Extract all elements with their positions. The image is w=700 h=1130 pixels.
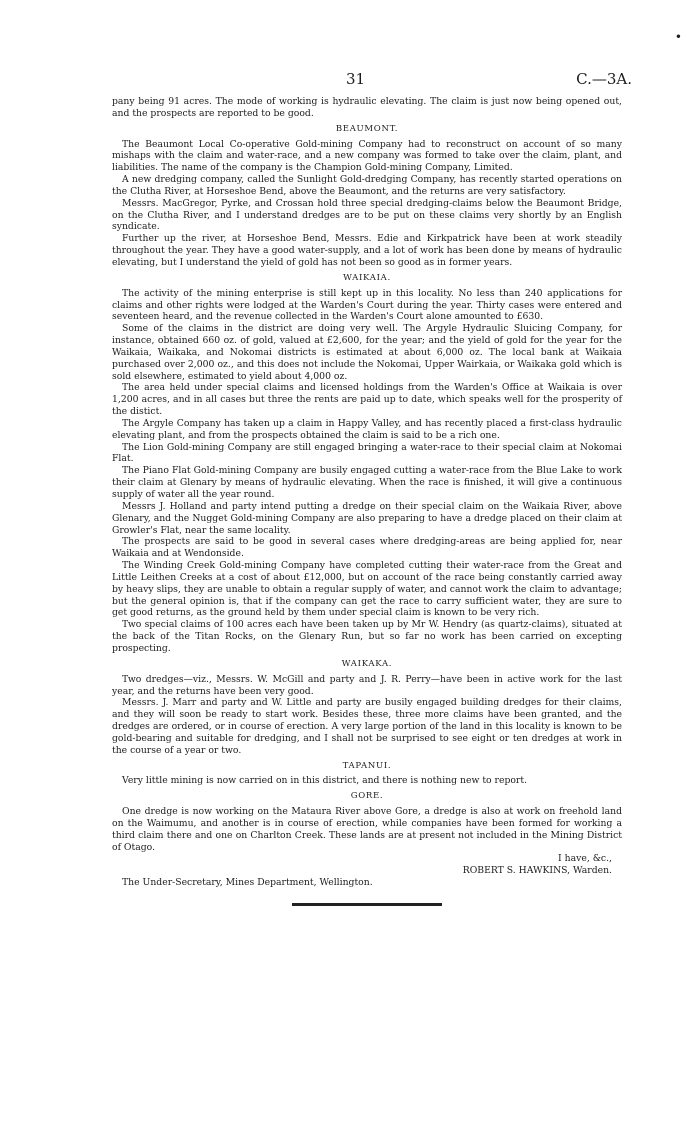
end-rule [292, 903, 442, 906]
paragraph: The Argyle Company has taken up a claim in Happy Valley, and has recently placed a first-class hydraulic elevating plant, and from the prospects obtained the claim is said to be a rich one. [112, 417, 622, 441]
section-tapanui [112, 761, 622, 788]
document-page [112, 0, 682, 906]
paragraph: The Lion Gold-mining Company are still engaged bringing a water-race to their special claim at Nokomai Flat. [112, 441, 622, 465]
document-reference: C.—3A. [576, 70, 632, 88]
paragraph: Some of the claims in the district are doing very well. The Argyle Hydraulic Sluicing Company, for instance, obtained 660 oz. of gold, valued at £2,600, for the year; and the yield of gold for the year for the Waikaia, Waikaka, and Nokomai districts is estimated at about 6,000 oz. The local bank at Waikaia purchased over 2,000 oz., and this does not include the Nokomai, Upper Wairkaia, or Waikaka gold which is sold elsewhere, estimated to yield about 4,000 oz. [112, 323, 622, 382]
section-heading: GORE. [350, 791, 384, 802]
paragraph: The activity of the mining enterprise is still kept up in this locality. No less than 240 applications for claims and other rights were lodged at the Warden's Court during the year. Thirty cases were entered and seventeen heard, and the revenue collected in the Warden's Court alone amounted to £630. [112, 287, 622, 323]
addressee: The Under-Secretary, Mines Department, Wellington. [122, 877, 373, 889]
paragraph: The Piano Flat Gold-mining Company are busily engaged cutting a water-race from the Blue Lake to work their claim at Glenary by means of hydraulic elevating. When the race is finished, it will give a continuous supply of water all the year round. [112, 465, 622, 500]
paragraph: The prospects are said to be good in several cases where dredging-areas are being applied for, near Waikaia and at Wendonside. [112, 536, 622, 560]
paragraph: Two special claims of 100 acres each have been taken up by Mr W. Hendry (as quartz-claims), situated at the back of the Titan Rocks, on the Glenary Run, but so far no work has been carried on excepting prospecting. [112, 619, 622, 654]
paragraph: The Winding Creek Gold-mining Company have completed cutting their water-race from the Great and Little Leithen Creeks at a cost of about £12,000, but on account of the race being constantly carried away by heavy slips, they are unable to obtain a regular supply of water, and cannot work the claim to advantage; but the general opinion is, that if the company can get the race to carry sufficient water, they are sure to get good returns, as the ground held by them under special claim is known to be very rich. [112, 560, 622, 619]
section-heading: WAIKAIA. [343, 272, 391, 283]
paragraph: Two dredges—viz., Messrs. W. McGill and party and J. R. Perry—have been in active work for the last year, and the returns have been very good. [112, 673, 622, 697]
page-mark: • [674, 30, 682, 44]
paragraph: Messrs. MacGregor, Pyrke, and Crossan hold three special dredging-claims below the Beaumont Bridge, on the Clutha River, and I understand dredges are to be put on these claims very shortly by an English syndicate. [112, 197, 622, 233]
page-number: 31 [346, 70, 366, 88]
paragraph: One dredge is now working on the Mataura River above Gore, a dredge is also at work on freehold land on the Waimumu, and another is in course of erection, while companies have been formed for working a third claim there and one on Charlton Creek. These lands are at present not included in the Mining District of Otago. [112, 806, 622, 853]
intro-paragraph: pany being 91 acres. The mode of working is hydraulic elevating. The claim is just now being opened out, and the prospects are reported to be good. [112, 96, 622, 119]
section-beaumont [112, 124, 622, 269]
section-heading: WAIKAKA. [341, 658, 393, 669]
paragraph: Very little mining is now carried on in this district, and there is nothing new to report. [122, 775, 528, 787]
section-waikaia [112, 273, 622, 655]
section-heading: TAPANUI. [342, 760, 392, 771]
closing-block [112, 853, 622, 865]
paragraph: Messrs J. Holland and party intend putting a dredge on their special claim on the Waikaia River, above Glenary, and the Nugget Gold-mining Company are also preparing to have a dredge placed on their claim at Growler's Flat, near the same locality. [112, 500, 622, 536]
section-heading: BEAUMONT. [335, 123, 399, 134]
closing-salutation: I have, &c., [558, 853, 612, 865]
paragraph: The Beaumont Local Co-operative Gold-mining Company had to reconstruct on account of so many mishaps with the claim and water-race, and a new company was formed to take over the claim, plant, and liabilities. The name of the company is the Champion Gold-mining Company, Limited. [112, 138, 622, 174]
paragraph: Messrs. J. Marr and party and W. Little and party are busily engaged building dredges for their claims, and they will soon be ready to start work. Besides these, three more claims have been granted, and the dredges are ordered, or in course of erection. A very large portion of the land in this locality is known to be gold-bearing and suitable for dredging, and I shall not be surprised to see eight or ten dredges at work in the course of a year or two. [112, 697, 622, 756]
section-waikaka [112, 659, 622, 757]
section-gore [112, 791, 622, 853]
paragraph: A new dredging company, called the Sunlight Gold-dredging Company, has recently started operations on the Clutha River, at Horseshoe Bend, above the Beaumont, and the returns are very satisfactory. [112, 174, 622, 197]
signature: ROBERT S. HAWKINS, Warden. [462, 865, 612, 877]
report-body [112, 96, 622, 889]
paragraph: Further up the river, at Horseshoe Bend, Messrs. Edie and Kirkpatrick have been at work steadily throughout the year. They have a good water-supply, and a lot of work has been done by means of hydraulic elevating, but I understand the yield of gold has not been so good as in former years. [112, 233, 622, 268]
paragraph: The area held under special claims and licensed holdings from the Warden's Office at Waikaia is over 1,200 acres, and in all cases but three the rents are paid up to date, which speaks well for the prosperity of the distict. [112, 382, 622, 418]
page-header [112, 0, 682, 96]
